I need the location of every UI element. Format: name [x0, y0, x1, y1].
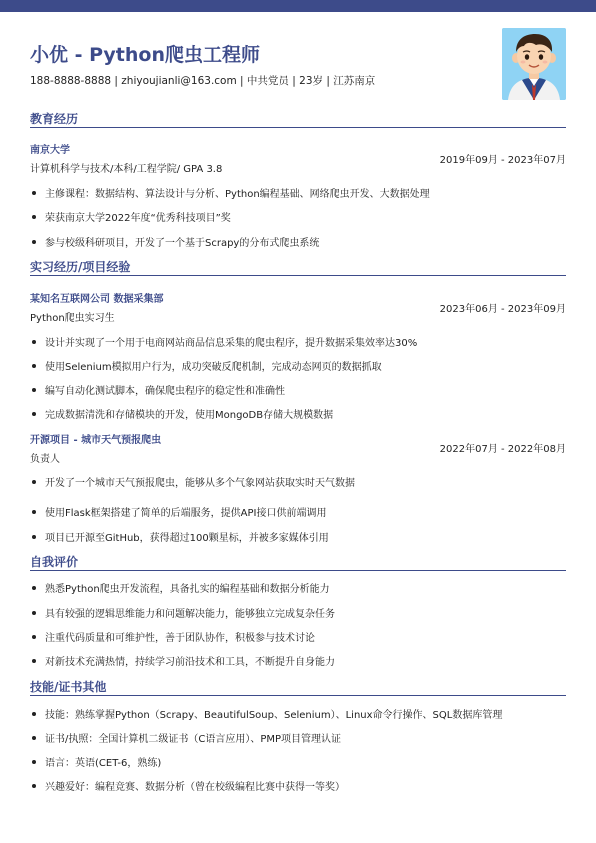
education-school: 南京大学 — [30, 145, 70, 156]
section-title-skills: 技能/证书其他 — [30, 680, 107, 694]
list-item: 使用Flask框架搭建了简单的后端服务，提供API接口供前端调用 — [30, 504, 566, 519]
list-item: 注重代码质量和可维护性，善于团队协作，积极参与技术讨论 — [30, 629, 566, 644]
job2-role: 负责人 — [30, 454, 60, 465]
list-item: 语言：英语(CET-6，熟练) — [30, 754, 566, 769]
section-title-experience: 实习经历/项目经验 — [30, 260, 131, 274]
list-item: 具有较强的逻辑思维能力和问题解决能力，能够独立完成复杂任务 — [30, 605, 566, 620]
avatar-portrait — [502, 28, 566, 100]
list-item: 证书/执照：全国计算机二级证书（C语言应用）、PMP项目管理认证 — [30, 730, 566, 745]
candidate-name: 小优 - Python爬虫工程师 — [30, 44, 260, 66]
list-item: 对新技术充满热情，持续学习前沿技术和工具，不断提升自身能力 — [30, 653, 566, 668]
list-item: 设计并实现了一个用于电商网站商品信息采集的爬虫程序，提升数据采集效率达30% — [30, 334, 566, 349]
section-divider — [30, 695, 566, 696]
section-divider — [30, 127, 566, 128]
list-item: 完成数据清洗和存储模块的开发，使用MongoDB存储大规模数据 — [30, 406, 566, 421]
education-date: 2019年09月 - 2023年07月 — [439, 155, 566, 166]
list-item: 荣获南京大学2022年度“优秀科技项目”奖 — [30, 209, 566, 224]
list-item: 参与校级科研项目，开发了一个基于Scrapy的分布式爬虫系统 — [30, 234, 566, 249]
list-item: 技能：熟练掌握Python（Scrapy、BeautifulSoup、Selenium）、Linux命令行操作、SQL数据库管理 — [30, 706, 566, 721]
list-item: 开发了一个城市天气预报爬虫，能够从多个气象网站获取实时天气数据 — [30, 474, 566, 489]
contact-line: 188-8888-8888 | zhiyoujianli@163.com | 中共党员 | 23岁 | 江苏南京 — [30, 75, 376, 87]
list-item: 主修课程：数据结构、算法设计与分析、Python编程基础、网络爬虫开发、大数据处理 — [30, 185, 566, 200]
avatar — [502, 28, 566, 100]
list-item: 项目已开源至GitHub，获得超过100颗星标，并被多家媒体引用 — [30, 529, 566, 544]
section-divider — [30, 570, 566, 571]
section-divider — [30, 275, 566, 276]
list-item: 熟悉Python爬虫开发流程，具备扎实的编程基础和数据分析能力 — [30, 580, 566, 595]
section-title-self: 自我评价 — [30, 555, 79, 569]
list-item: 兴趣爱好：编程竞赛、数据分析（曾在校级编程比赛中获得一等奖） — [30, 778, 566, 793]
list-item: 使用Selenium模拟用户行为，成功突破反爬机制，完成动态网页的数据抓取 — [30, 358, 566, 373]
job1-date: 2023年06月 - 2023年09月 — [439, 304, 566, 315]
education-major: 计算机科学与技术/本科/工程学院/ GPA 3.8 — [30, 164, 223, 175]
section-title-education: 教育经历 — [30, 112, 79, 126]
job1-role: Python爬虫实习生 — [30, 313, 115, 324]
list-item: 编写自动化测试脚本，确保爬虫程序的稳定性和准确性 — [30, 382, 566, 397]
job1-org: 某知名互联网公司 数据采集部 — [30, 294, 164, 305]
job2-org: 开源项目 - 城市天气预报爬虫 — [30, 435, 162, 446]
job2-date: 2022年07月 - 2022年08月 — [439, 444, 566, 455]
top-accent-bar — [0, 0, 596, 12]
